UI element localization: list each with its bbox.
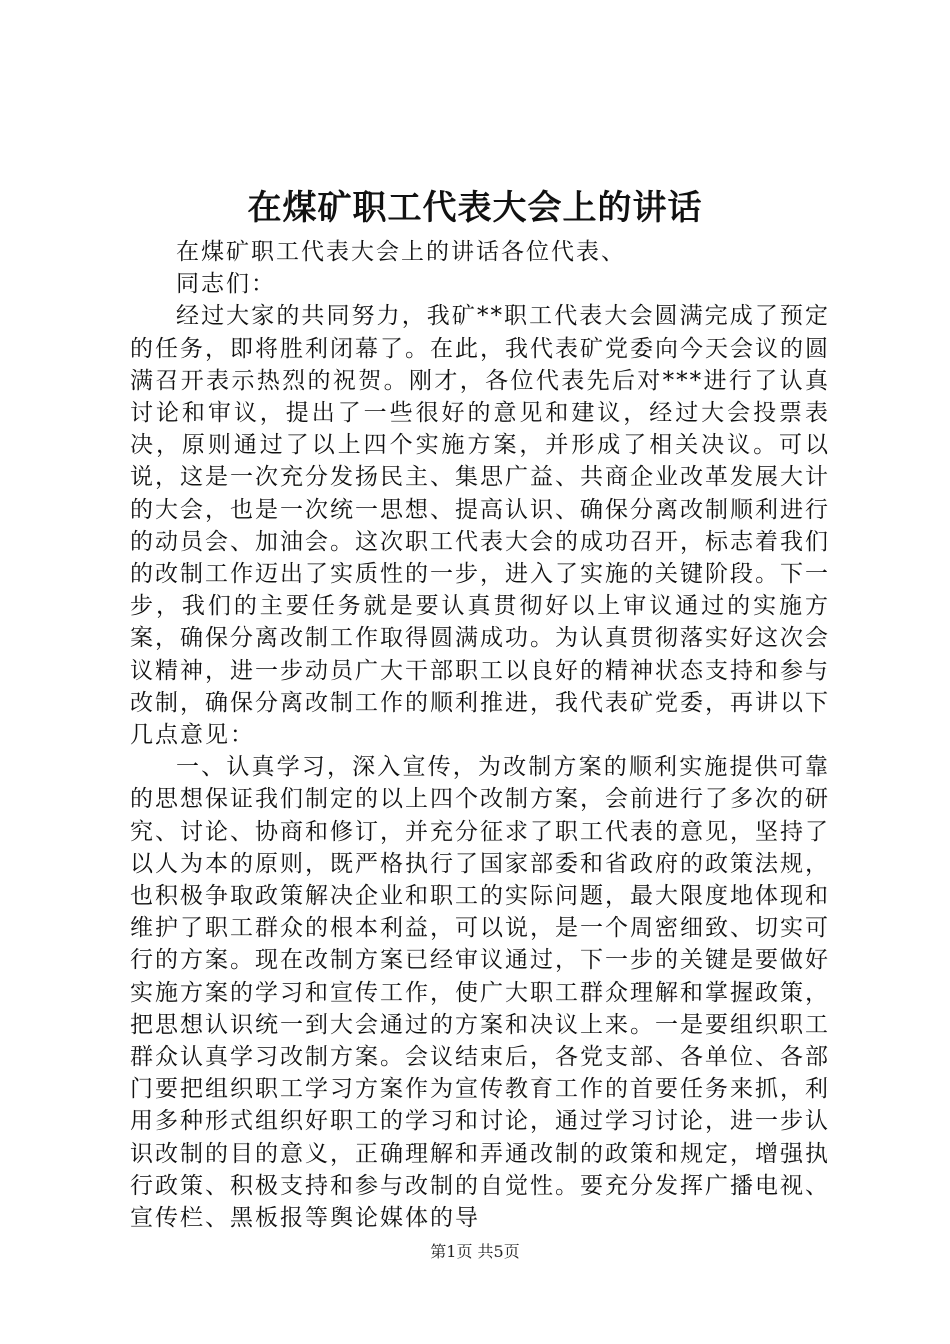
salutation: 同志们： [176, 271, 276, 298]
document-body [130, 236, 830, 1234]
page-number-footer: 第1页 共5页 [430, 1242, 520, 1261]
body-paragraph: 经过大家的共同努力，我矿**职工代表大会圆满完成了预定的任务，即将胜利闭幕了。在此，我代表矿党委向今天会议的圆满召开表示热烈的祝贺。刚才，各位代表先后对***进行了认真讨论和审议，提出了一些很好的意见和建议，经过大会投票表决，原则通过了以上四个实施方案，并形成了相关决议。可以说，这是一次充分发扬民主、集思广益、共商企业改革发展大计的大会，也是一次统一思想、提高认识、确保分离改制顺利进行的动员会、加油会。这次职工代表大会的成功召开，标志着我们的改制工作迈出了实质性的一步，进入了实施的关键阶段。下一步，我们的主要任务就是要认真贯彻好以上审议通过的实施方案，确保分离改制工作取得圆满成功。为认真贯彻落实好这次会议精神，进一步动员广大干部职工以良好的精神状态支持和参与改制，确保分离改制工作的顺利推进，我代表矿党委，再讲以下几点意见： [130, 303, 830, 749]
body-paragraph: 一、认真学习，深入宣传，为改制方案的顺利实施提供可靠的思想保证我们制定的以上四个改制方案，会前进行了多次的研究、讨论、协商和修订，并充分征求了职工代表的意见，坚持了以人为本的原则，既严格执行了国家部委和省政府的政策法规，也积极争取政策解决企业和职工的实际问题，最大限度地体现和维护了职工群众的根本利益，可以说，是一个周密细致、切实可行的方案。现在改制方案已经审议通过，下一步的关键是要做好实施方案的学习和宣传工作，使广大职工群众理解和掌握政策，把思想认识统一到大会通过的方案和决议上来。一是要组织职工群众认真学习改制方案。会议结束后，各党支部、各单位、各部门要把组织职工学习方案作为宣传教育工作的首要任务来抓，利用多种形式组织好职工的学习和讨论，通过学习讨论，进一步认识改制的目的意义，正确理解和弄通改制的政策和规定，增强执行政策、积极支持和参与改制的自觉性。要充分发挥广播电视、宣传栏、黑板报等舆论媒体的导 [130, 754, 830, 1232]
opening-line: 在煤矿职工代表大会上的讲话各位代表、 [176, 239, 626, 265]
document-title: 在煤矿职工代表大会上的讲话 [247, 188, 703, 228]
